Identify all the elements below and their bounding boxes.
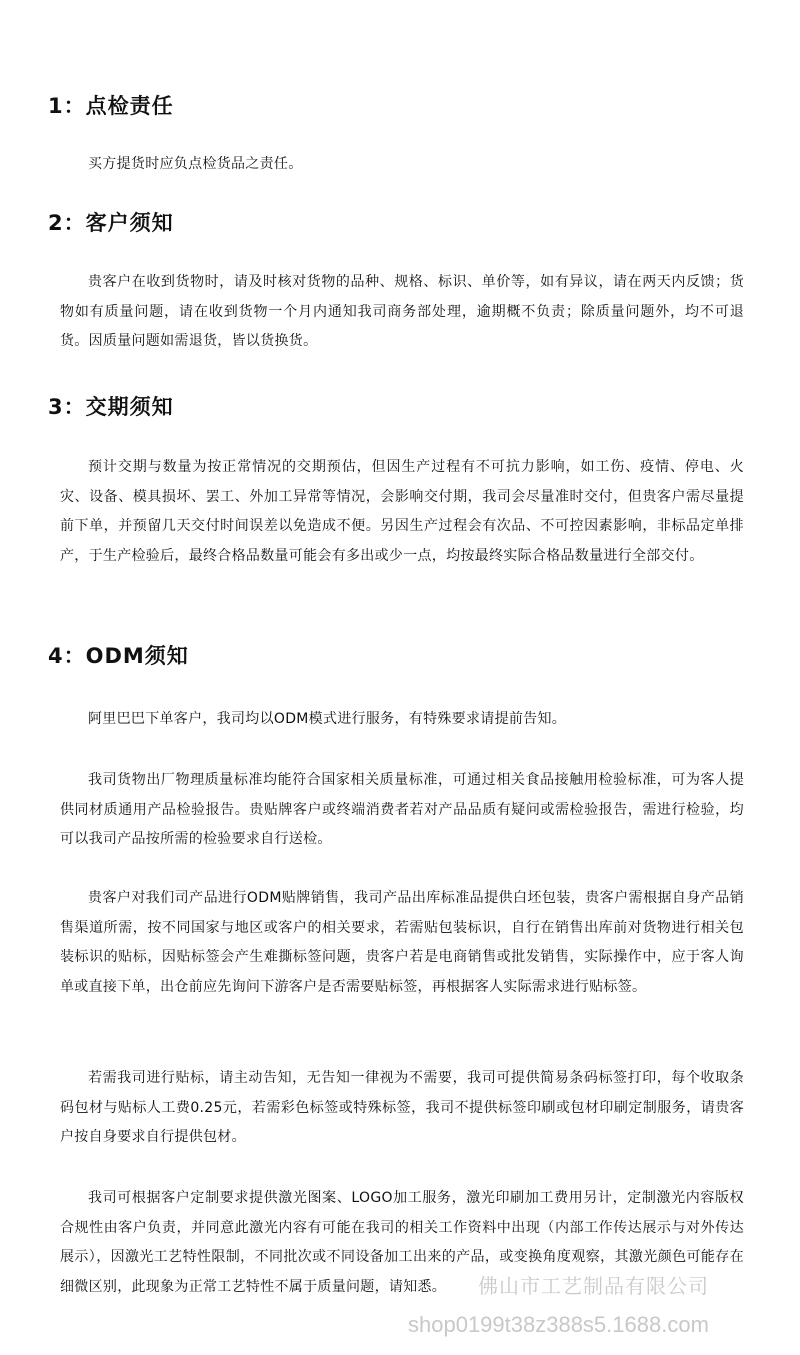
paragraph-odm-4: 若需我司进行贴标，请主动告知，无告知一律视为不需要，我司可提供简易条码标签打印，每个收取条码包材与贴标人工费0.25元，若需彩色标签或特殊标签，我司不提供标签印刷或包材印刷定制服务，请贵客户按自身要求自行提供包材。 (60, 1070, 744, 1145)
watermark-company: 佛山市工艺制品有限公司 (478, 1276, 709, 1298)
section-title-delivery-notice: 3：交期须知 (48, 395, 174, 419)
paragraph-customer-notice: 贵客户在收到货物时，请及时核对货物的品种、规格、标识、单价等，如有异议，请在两天内反馈；货物如有质量问题，请在收到货物一个月内通知我司商务部处理，逾期概不负责；除质量问题外，均不可退货。因质量问题如需退货，皆以货换货。 (60, 274, 744, 349)
paragraph-inspection: 买方提货时应负点检货品之责任。 (88, 156, 303, 172)
paragraph-odm-5: 我司可根据客户定制要求提供激光图案、LOGO加工服务，激光印刷加工费用另计，定制激光内容版权合规性由客户负责，并同意此激光内容有可能在我司的相关工作资料中出现（内部工作传达展示与对外传达展示），因激光工艺特性限制，不同批次或不同设备加工出来的产品，或变换角度观察，其激光颜色可能存在细微区别，此现象为正常工艺特性不属于质量问题，请知悉。 (60, 1190, 744, 1295)
paragraph-odm-2: 我司货物出厂物理质量标准均能符合国家相关质量标准，可通过相关食品接触用检验标准，可为客人提供同材质通用产品检验报告。贵贴牌客户或终端消费者若对产品品质有疑问或需检验报告，需进行检验，均可以我司产品按所需的检验要求自行送检。 (60, 772, 744, 847)
paragraph-odm-1: 阿里巴巴下单客户，我司均以ODM模式进行服务，有特殊要求请提前告知。 (88, 711, 567, 727)
paragraph-odm-3: 贵客户对我们司产品进行ODM贴牌销售，我司产品出库标准品提供白坯包装，贵客户需根据自身产品销售渠道所需，按不同国家与地区或客户的相关要求，若需贴包装标识，自行在销售出库前对货物进行相关包装标识的贴标，因贴标签会产生难撕标签问题，贵客户若是电商销售或批发销售，实际操作中，应于客人询单或直接下单，出仓前应先询问下游客户是否需要贴标签，再根据客人实际需求进行贴标签。 (60, 890, 744, 995)
section-title-customer-notice: 2：客户须知 (48, 211, 174, 235)
watermark-url: shop0199t38z388s5.1688.com (408, 1312, 709, 1337)
section-title-inspection: 1：点检责任 (48, 94, 174, 118)
paragraph-delivery-notice: 预计交期与数量为按正常情况的交期预估，但因生产过程有不可抗力影响，如工伤、疫情、停电、火灾、设备、模具损坏、罢工、外加工异常等情况，会影响交付期，我司会尽量准时交付，但贵客户需尽量提前下单，并预留几天交付时间误差以免造成不便。另因生产过程会有次品、不可控因素影响，非标品定单排产，于生产检验后，最终合格品数量可能会有多出或少一点，均按最终实际合格品数量进行全部交付。 (60, 459, 744, 564)
section-title-odm-notice: 4：ODM须知 (48, 644, 189, 668)
